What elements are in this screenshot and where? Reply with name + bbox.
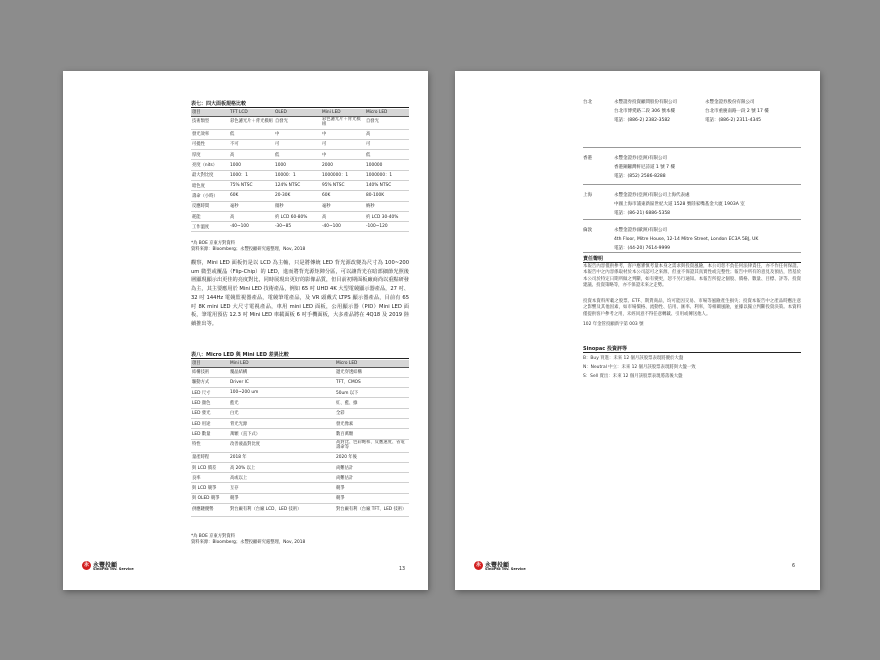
table-cell: 競爭 xyxy=(229,493,335,503)
table-cell: 75% NTSC xyxy=(229,180,274,190)
logo-mark-icon: 永 xyxy=(475,562,481,568)
office-address-line: 香港銅鑼灣軒尼詩道 1 號 7 樓 xyxy=(614,165,675,170)
office-address-line: 永豐金證券(亞洲)有限公司上海代表處 xyxy=(614,193,690,198)
table-cell: 60K xyxy=(321,191,365,201)
office-address-line: 中國上海市浦東新區世紀大道 1528 號陸家嘴基金大廈 1903A 室 xyxy=(614,202,745,207)
logo-mark-icon: 永 xyxy=(83,562,89,568)
table-header-cell: Mini LED xyxy=(321,109,365,116)
office-divider xyxy=(583,147,801,148)
table-cell: 可撓性 xyxy=(191,139,229,149)
table-row xyxy=(191,504,409,517)
office-address-line: 電話：(886-2) 2382-3582 xyxy=(614,118,671,123)
table-cell: 高 xyxy=(365,129,409,139)
table-cell: 最大對比度 xyxy=(191,170,229,180)
table-row xyxy=(191,473,409,483)
table-cell: 低 xyxy=(229,129,274,139)
table8-note: *為 BOE 京東方對資料 xyxy=(191,534,235,539)
logo-chinese-name: 永豐投顧 xyxy=(93,562,118,569)
office-address-line: 永豐金證券股份有限公司 xyxy=(705,100,755,105)
page-number: 13 xyxy=(399,567,406,572)
table-cell: 高 xyxy=(229,150,274,160)
table-cell: 良率 xyxy=(191,473,229,483)
table-cell: 高或以上 xyxy=(229,473,335,483)
office-divider xyxy=(583,219,801,220)
table-cell: 高 xyxy=(321,211,365,221)
table-cell: 1000 xyxy=(274,160,321,170)
rating-item: B：Buy 買進：未來 12 個月該股票表現將優於大盤 xyxy=(583,356,684,361)
table-cell: -40~100 xyxy=(229,222,274,232)
table-cell: 高對比、色彩飽和、反應速度、省電壽命等 xyxy=(335,439,409,452)
table-cell: 競爭 xyxy=(335,493,409,503)
rating-rule xyxy=(583,352,801,353)
table-cell: 95% NTSC xyxy=(321,180,365,190)
table-cell: LED 發光 xyxy=(191,408,229,418)
office-address-line: 永豐證券投資顧問股份有限公司 xyxy=(614,100,677,105)
table-header-row xyxy=(191,360,409,367)
table-cell: 80-100K xyxy=(365,191,409,201)
table-row xyxy=(191,170,409,180)
table-row xyxy=(191,452,409,462)
table8-caption: 表八：Micro LED 與 Mini LED 差異比較 xyxy=(191,352,289,358)
table-row xyxy=(191,201,409,211)
table-cell: 低 xyxy=(274,150,321,160)
sinopac-logo xyxy=(82,560,152,574)
table-cell: 白光 xyxy=(229,408,335,418)
table7-spec-comparison xyxy=(191,109,409,232)
rating-title: Sinopac 投資評等 xyxy=(583,346,627,352)
table-cell: 耗能 xyxy=(191,211,229,221)
table-cell: 量產時程 xyxy=(191,452,229,462)
table-cell: 2000 xyxy=(321,160,365,170)
table7-caption: 表七：四大面板規格比較 xyxy=(191,101,247,107)
table-header-cell: Micro LED xyxy=(335,360,409,367)
table-cell: 50um 以下 xyxy=(335,388,409,398)
table-cell: 彩色濾光片＋背光模組 xyxy=(229,116,274,129)
table-cell: Driver IC xyxy=(229,377,335,387)
table-cell: 邊光穿透結構 xyxy=(335,367,409,377)
table-row xyxy=(191,222,409,232)
table-cell: 改善液晶對比度 xyxy=(229,439,335,452)
disclaimer-paragraph-1: 本報告內容僅供參考，客戶應審慎考量本身之需求與投資風險，本公司恕不負任何法律責任，亦不作任何保證。本報告中之內容係取材於本公司認可之來源，但並不保證其真實性或完整性；報告中所有的意見及預估，皆基於本公司於特定日期所做之判斷，如有變更，恕不另行通知。本報告所提之個股、價格、數量、目標、評等、投資建議、投資策略等，亦不保證未來之走勢。 xyxy=(583,264,801,289)
table-row xyxy=(191,462,409,472)
table-cell: 毫秒 xyxy=(229,201,274,211)
table-cell: 中 xyxy=(274,129,321,139)
report-page-right xyxy=(455,71,820,590)
table-cell: 低 xyxy=(365,150,409,160)
body-paragraph: 觀察，Mini LED 面板仍是以 LCD 為主軸，只是將傳統 LED 背光源改變為尺寸為 100~200 um 微型或覆晶（Flip-Chip）的 LED，進而將背光源矩陣分區，可以讓背光在暗部細節光照後層顯現顯示出更佳的亮度對比，同時展現出更好的影像品質，但目前初期面板廠商尚以重點研發為主，其主要應用於 Mini LED 技術產品，例如 65 吋 UHD 4K 大型電競顯示器產品，27 吋、32 吋 144Hz 電競監視器產品，電競筆電產品，及 VR 頭戴式 LTPS 顯示器產品，目前有 65 吋 8K mini LED 大尺寸電視產品，車用 mini LED 面板，公用顯示器（PID）Mini LED 面板，筆電用預估 12.3 吋 Mini LED 車載面板 6 吋手機面板，大多產品將在 4Q18 及 2019 陸續推出等。 xyxy=(191,260,409,327)
table-cell: 可 xyxy=(321,139,365,149)
office-city: 香港 xyxy=(583,156,592,161)
table-cell: 約 LCD 30-40% xyxy=(365,211,409,221)
table-row xyxy=(191,439,409,452)
logo-chinese-name: 永豐投顧 xyxy=(485,562,510,569)
table-cell: LED 用途 xyxy=(191,418,229,428)
table-cell: 尚難估計 xyxy=(335,473,409,483)
table-row xyxy=(191,139,409,149)
table-cell: 全彩 xyxy=(335,408,409,418)
table-header-cell: OLED xyxy=(274,109,321,116)
table-cell: 可 xyxy=(365,139,409,149)
table-cell: 覆晶結構 xyxy=(229,367,335,377)
table-cell: 1000 xyxy=(229,160,274,170)
table-cell: 競爭 xyxy=(335,483,409,493)
office-divider xyxy=(583,184,801,185)
disclaimer-rule xyxy=(583,262,801,263)
table-row xyxy=(191,160,409,170)
table-header-cell: 項目 xyxy=(191,360,229,367)
office-address-line: 電話：(44-20) 7614-9999 xyxy=(614,246,671,251)
table-header-cell: 項目 xyxy=(191,109,229,116)
table-cell: LED 數量 xyxy=(191,429,229,439)
divider xyxy=(583,252,801,253)
table-cell: 124% NTSC xyxy=(274,180,321,190)
table-cell: 特性 xyxy=(191,439,229,452)
table-row xyxy=(191,180,409,190)
table-cell: 60K xyxy=(229,191,274,201)
table-cell: 與 LCD 競爭 xyxy=(191,483,229,493)
table-row xyxy=(191,211,409,221)
table-cell: 暗色度 xyxy=(191,180,229,190)
table-cell: -40~100 xyxy=(321,222,365,232)
table-cell: 不可 xyxy=(229,139,274,149)
table-cell: 亮度（nits） xyxy=(191,160,229,170)
table-row xyxy=(191,377,409,387)
table-cell: 互存 xyxy=(229,483,335,493)
office-address-line: 電話：(852) 2586-8288 xyxy=(614,174,666,179)
table-row xyxy=(191,398,409,408)
table-cell: 毫秒 xyxy=(321,201,365,211)
table-cell: 尚難估計 xyxy=(335,462,409,472)
table-cell: 壽命（小時） xyxy=(191,191,229,201)
table-cell: LED 顏色 xyxy=(191,398,229,408)
table-cell: 紅、藍、綠 xyxy=(335,398,409,408)
table-cell: 中 xyxy=(321,150,365,160)
table-cell: 厚度 xyxy=(191,150,229,160)
table-cell: 對台廠有利（台廠 LCD、LED 技術） xyxy=(229,504,335,517)
table-cell: 供應鏈優勢 xyxy=(191,504,229,517)
table-cell: 高 20% 以上 xyxy=(229,462,335,472)
table-cell: 技術類型 xyxy=(191,116,229,129)
table-cell: 微秒 xyxy=(274,201,321,211)
table-cell: 彩色濾光片＋背光模組 xyxy=(321,116,365,129)
rating-item: S：Sell 賣出：未來 12 個月該股票表現將落後大盤 xyxy=(583,374,683,379)
table-cell: 反應時間 xyxy=(191,201,229,211)
table-row xyxy=(191,388,409,398)
table-row xyxy=(191,116,409,129)
table-row xyxy=(191,418,409,428)
table-header-cell: Mini LED xyxy=(229,360,335,367)
office-city: 上海 xyxy=(583,193,592,198)
table-cell: 1000000：1 xyxy=(321,170,365,180)
table-cell: 100~200 um xyxy=(229,388,335,398)
table-cell: 10000：1 xyxy=(274,170,321,180)
table-cell: 納秒 xyxy=(365,201,409,211)
logo-english-name: SinoPac Inv. Service xyxy=(93,567,134,571)
table7-source: 資料來源：Bloomberg；永豐投顧研究處整理，Nov, 2018 xyxy=(191,247,306,252)
table-cell: 數百萬顆 xyxy=(335,429,409,439)
table-cell: 結構技術 xyxy=(191,367,229,377)
page-number: 6 xyxy=(792,564,796,569)
table-cell: 藍光 xyxy=(229,398,335,408)
table-cell: -100~120 xyxy=(365,222,409,232)
office-address-line: 永豐金證券(亞洲)有限公司 xyxy=(614,156,668,161)
table-cell: 工作溫度 xyxy=(191,222,229,232)
table-cell: -30~85 xyxy=(274,222,321,232)
table-row xyxy=(191,367,409,377)
table-cell: 140% NTSC xyxy=(365,180,409,190)
table8-mini-micro-led xyxy=(191,360,409,517)
table-cell: 發光像素 xyxy=(335,418,409,428)
table-cell: 與 OLED 競爭 xyxy=(191,493,229,503)
table-cell: 可 xyxy=(274,139,321,149)
table-cell: 2020 年後 xyxy=(335,452,409,462)
table-cell: 100000 xyxy=(365,160,409,170)
table-row xyxy=(191,191,409,201)
table8-source: 資料來源：Bloomberg；永豐投顧研究處整理，Nov, 2018 xyxy=(191,540,306,545)
table-cell: LED 尺寸 xyxy=(191,388,229,398)
office-address-line: 電話：(86-21) 6886-5358 xyxy=(614,211,671,216)
table-cell: 背光光源 xyxy=(229,418,335,428)
table-cell: 約 LCD 60-80% xyxy=(274,211,321,221)
table-row xyxy=(191,150,409,160)
office-address-line: 4th Floor, Mitre House, 12-14 Mitre Street, London EC3A 5BJ, UK xyxy=(614,237,759,242)
table-cell: TFT、CMOS xyxy=(335,377,409,387)
table-cell: 高 xyxy=(229,211,274,221)
report-page-left xyxy=(63,71,428,590)
table-cell: 自發光 xyxy=(274,116,321,129)
office-city: 倫敦 xyxy=(583,228,592,233)
table-cell: 1000000：1 xyxy=(365,170,409,180)
table-row xyxy=(191,493,409,503)
table-header-row xyxy=(191,109,409,116)
office-address-line: 電話：(886-2) 2311-4345 xyxy=(705,118,762,123)
table-header-cell: TFT LCD xyxy=(229,109,274,116)
table-cell: 自發光 xyxy=(365,116,409,129)
table-row xyxy=(191,408,409,418)
logo-english-name: SinoPac Inv. Service xyxy=(485,567,526,571)
table-cell: 1000：1 xyxy=(229,170,274,180)
table-cell: 驅動方式 xyxy=(191,377,229,387)
table-cell: 2018 年 xyxy=(229,452,335,462)
office-city: 台北 xyxy=(583,100,592,105)
table7-note: *為 BOE 京東方對資料 xyxy=(191,241,235,246)
table-row xyxy=(191,429,409,439)
table-row xyxy=(191,129,409,139)
table-cell: 20-30K xyxy=(274,191,321,201)
license-number: 102 年金管投顧新字第 003 號 xyxy=(583,322,644,327)
rating-item: N：Neutral 中立：未來 12 個月該股票表現將與大盤一致 xyxy=(583,365,696,370)
table-cell: 發光效率 xyxy=(191,129,229,139)
table-row xyxy=(191,483,409,493)
office-address-line: 台北市博愛路二段 306 號本樓 xyxy=(614,109,675,114)
table-cell: 對台廠有利（台廠 TFT、LED 技術） xyxy=(335,504,409,517)
office-address-line: 永豐金證券(歐洲)有限公司 xyxy=(614,228,668,233)
table-cell: 中 xyxy=(321,129,365,139)
table-cell: 萬顆（直下式） xyxy=(229,429,335,439)
table-cell: 與 LCD 價差 xyxy=(191,462,229,472)
sinopac-logo xyxy=(474,560,544,574)
disclaimer-title: 責任聲明 xyxy=(583,256,604,262)
disclaimer-paragraph-2: 投資本資料所載之股票、ETF、期貨商品，均可能因交易、市場等風險產生損失；投資本報告中之產品時應注意之影響及其他因素，如市場價格、流動性、信用、匯率、利率，等相關風險，並據以獨立判斷投資決策。本資料僅提供客戶參考之用，未經同意不得任意轉載、引用或傳送他人。 xyxy=(583,299,801,317)
office-address-line: 台北市重慶南路一段 2 號 17 樓 xyxy=(705,109,769,114)
table-header-cell: Micro LED xyxy=(365,109,409,116)
